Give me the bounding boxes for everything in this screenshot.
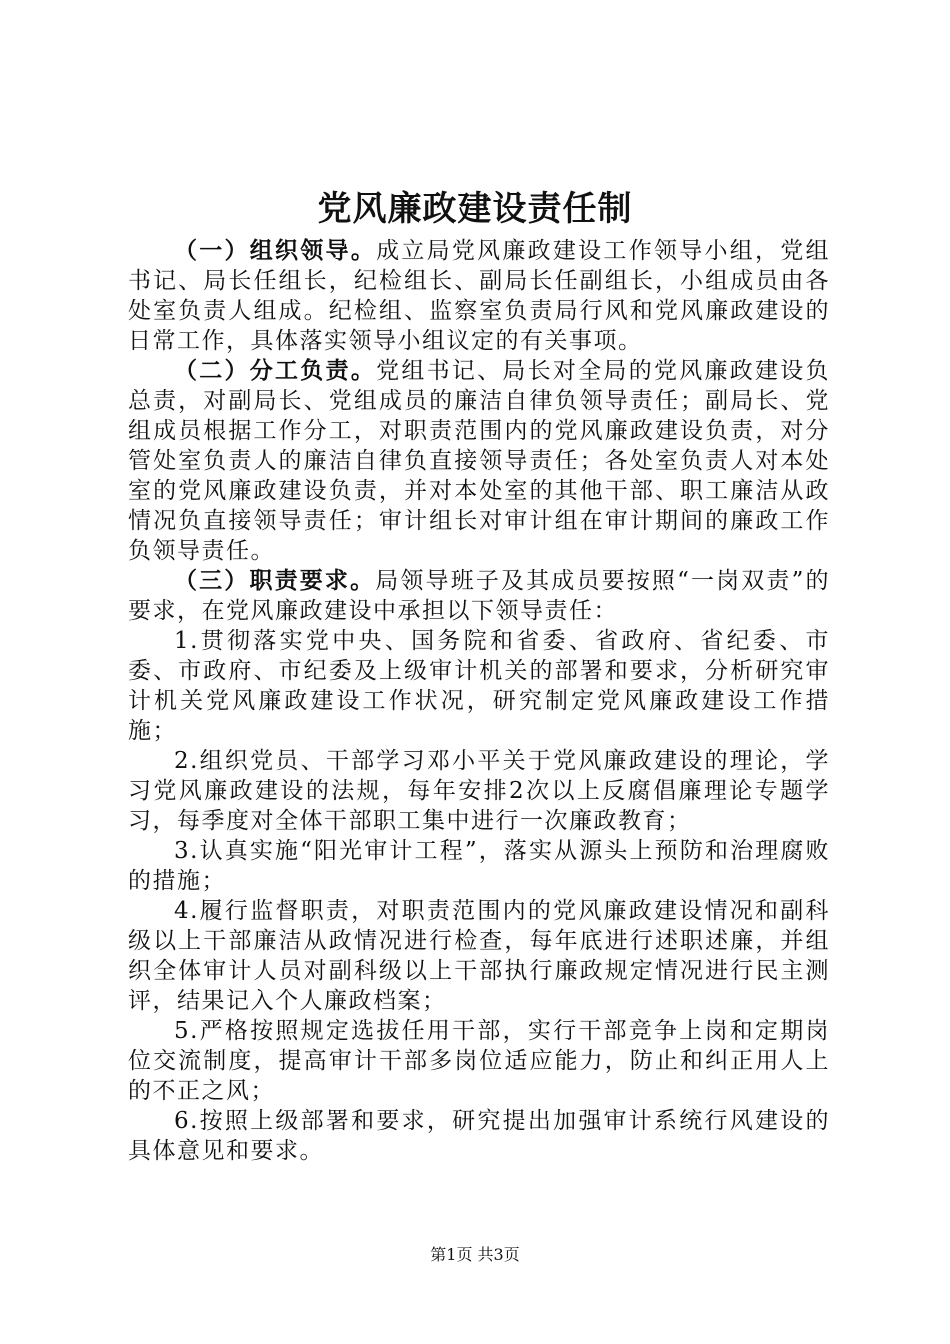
document-body xyxy=(128,236,830,1166)
section-heading: （三）职责要求。 xyxy=(174,567,376,594)
list-item: 3.认真实施“阳光审计工程”，落实从源头上预防和治理腐败的措施； xyxy=(128,838,830,894)
section-organization xyxy=(128,236,830,356)
section-heading: （二）分工负责。 xyxy=(174,357,377,384)
section-text: 党组书记、局长对全局的党风廉政建设负总责，对副局长、党组成员的廉洁自律负领导责任；副局长、党组成员根据工作分工，对职责范围内的党风廉政建设负责，对分管处室负责人的廉洁自律负直接领导责任；各处室负责人对本处室的党风廉政建设负责，并对本处室的其他干部、职工廉洁从政情况负直接领导责任；审计组长对审计组在审计期间的廉政工作负领导责任。 xyxy=(128,358,831,564)
section-text: 成立局党风廉政建设工作领导小组，党组书记、局长任组长，纪检组长、副局长任副组长，小组成员由各处室负责人组成。纪检组、监察室负责局行风和党风廉政建设的日常工作，具体落实领导小组议定的有关事项。 xyxy=(128,238,831,354)
list-item: 4.履行监督职责，对职责范围内的党风廉政建设情况和副科级以上干部廉洁从政情况进行检查，每年底进行述职述廉，并组织全体审计人员对副科级以上干部执行廉政规定情况进行民主测评，结果记入个人廉政档案； xyxy=(128,898,830,1014)
list-item: 1.贯彻落实党中央、国务院和省委、省政府、省纪委、市委、市政府、市纪委及上级审计机关的部署和要求，分析研究审计机关党风廉政建设工作状况，研究制定党风廉政建设工作措施； xyxy=(128,628,830,744)
list-item: 2.组织党员、干部学习邓小平关于党风廉政建设的理论，学习党风廉政建设的法规，每年安排2次以上反腐倡廉理论专题学习，每季度对全体干部职工集中进行一次廉政教育； xyxy=(128,748,830,834)
page-number: 第1页 共3页 xyxy=(430,1245,520,1264)
list-item: 5.严格按照规定选拔任用干部，实行干部竞争上岗和定期岗位交流制度，提高审计干部多岗位适应能力，防止和纠正用人上的不正之风； xyxy=(128,1018,830,1104)
list-item: 6.按照上级部署和要求，研究提出加强审计系统行风建设的具体意见和要求。 xyxy=(128,1108,830,1164)
section-heading: （一）组织领导。 xyxy=(174,237,377,264)
section-responsibilities xyxy=(128,566,830,626)
section-text: 局领导班子及其成员要按照“一岗双责”的要求，在党风廉政建设中承担以下领导责任： xyxy=(128,568,830,624)
section-division-of-duty xyxy=(128,356,830,566)
document-title: 党风廉政建设责任制 xyxy=(317,189,633,229)
